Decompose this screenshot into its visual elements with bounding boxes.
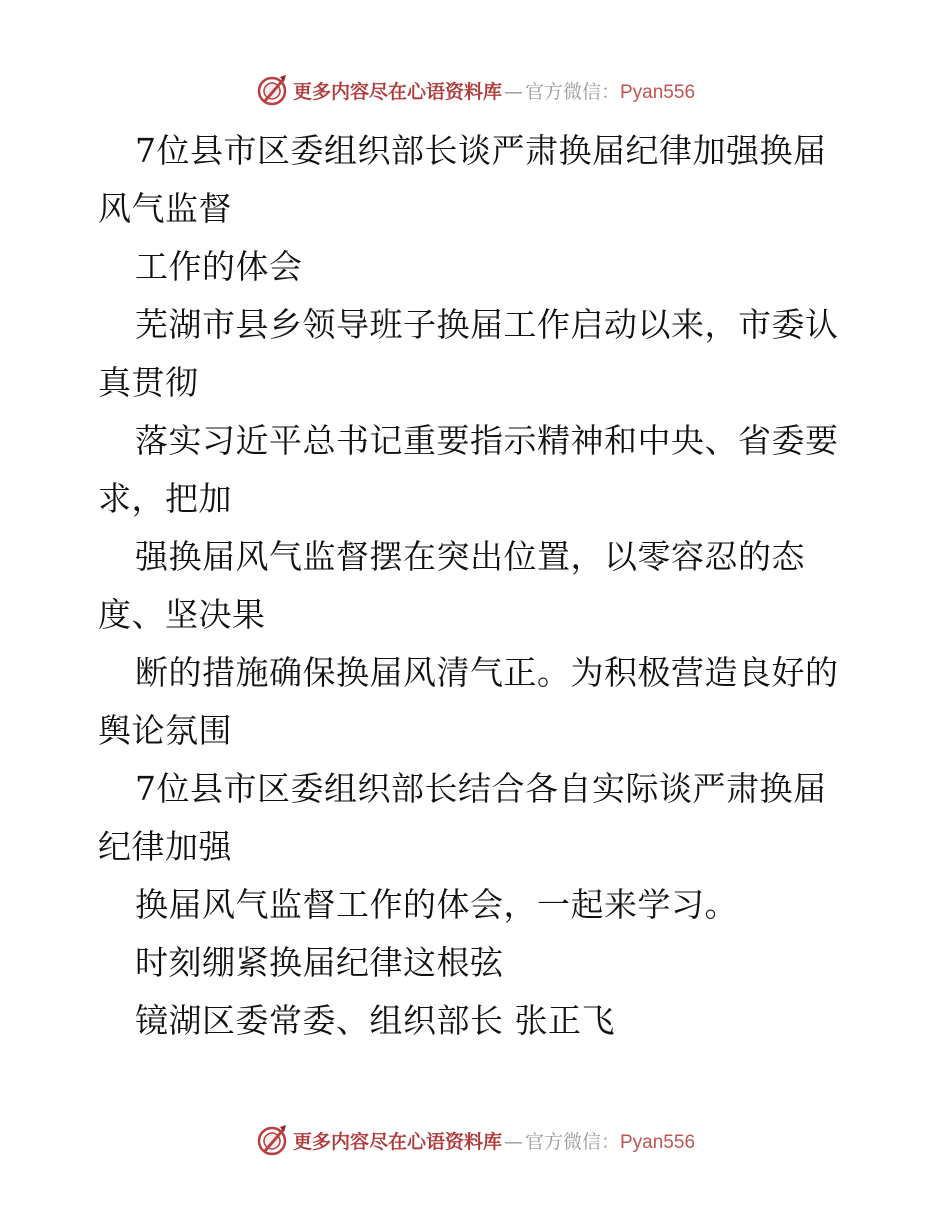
text-line: 断的措施确保换届风清气正。为积极营造良好的 [135,653,839,692]
text-line: 时刻绷紧换届纪律这根弦 [135,943,504,982]
text-line: 真贯彻 [98,363,199,402]
header-watermark [0,70,950,110]
text-line: 风气监督 [98,189,232,228]
text-line: 落实习近平总书记重要指示精神和中央、省委要 [135,421,839,460]
watermark-wechat-label: 官方微信： [524,1130,620,1153]
watermark-dash: — [503,1130,523,1153]
watermark-wechat-id: Pyan556 [620,81,696,103]
watermark-brand: 更多内容尽在心语资料库 [292,1130,502,1153]
document-body [98,122,858,1050]
text-line: 舆论氛围 [98,711,232,750]
text-line: 求，把加 [98,479,232,518]
watermark-text [293,1127,695,1154]
text-line: 换届风气监督工作的体会，一起来学习。 [135,885,738,924]
text-line: 工作的体会 [135,247,303,286]
footer-watermark [0,1120,950,1160]
watermark-text [293,77,695,104]
text-line: 芜湖市县乡领导班子换届工作启动以来，市委认 [135,305,839,344]
watermark-dash: — [503,80,523,103]
quill-logo-icon [255,1123,289,1157]
text-line: 纪律加强 [98,827,232,866]
watermark-wechat-label: 官方微信： [524,80,620,103]
watermark-brand: 更多内容尽在心语资料库 [292,80,502,103]
watermark-wechat-id: Pyan556 [620,1131,696,1153]
text-line: 镜湖区委常委、组织部长 张正飞 [135,1001,615,1040]
text-line: 7位县市区委组织部长结合各自实际谈严肃换届 [135,769,827,808]
quill-logo-icon [255,73,289,107]
text-line: 强换届风气监督摆在突出位置，以零容忍的态 [135,537,805,576]
text-line: 7位县市区委组织部长谈严肃换届纪律加强换届 [135,131,827,170]
text-line: 度、坚决果 [98,595,266,634]
